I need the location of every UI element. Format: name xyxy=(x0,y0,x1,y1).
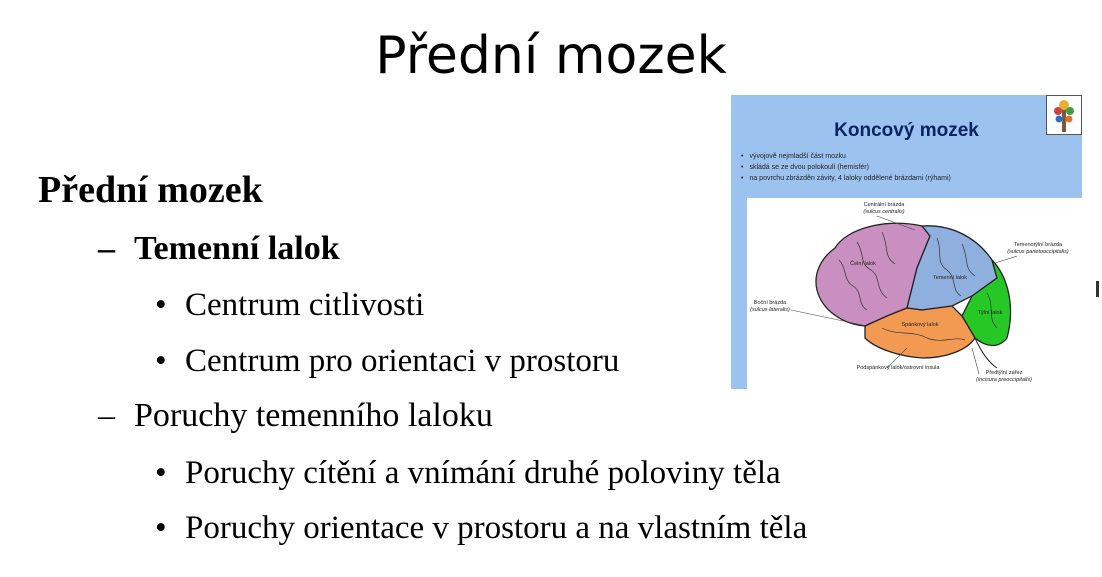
bullet-marker: • xyxy=(155,510,167,546)
list-item xyxy=(155,510,807,547)
brain-slide-thumbnail xyxy=(731,95,1082,389)
label-preoccipital: Předtýlní zářez (incisura preoccipitalis) xyxy=(976,370,1032,383)
subheading-temenni-lalok xyxy=(98,230,340,268)
slide-title: Přední mozek xyxy=(375,26,727,86)
inset-bullet: • na povrchu zbrázděn závity, 4 laloky oddělené brázdami (rýhami) xyxy=(741,173,951,184)
bullet-marker: • xyxy=(155,455,167,491)
list-item xyxy=(155,455,781,492)
label-occipital: Týlní lalok xyxy=(977,310,1003,316)
slide-edge-mark xyxy=(1096,281,1099,297)
label-insula: Podspánkový lalok/ostrovní insula xyxy=(856,365,940,371)
list-item-text: Poruchy orientace v prostoru a na vlastním těla xyxy=(185,510,808,546)
label-temporal: Spánkový lalok xyxy=(901,322,939,328)
inset-bullet-list xyxy=(741,151,951,184)
brain-diagram xyxy=(747,198,1082,389)
brain-diagram-panel xyxy=(747,198,1082,389)
dash-marker: – xyxy=(98,230,115,267)
list-item xyxy=(155,287,424,324)
label-lateral: Boční brázda (sulcus lateralis) xyxy=(750,300,790,313)
inset-title: Koncový mozek xyxy=(834,120,979,141)
bullet-marker: • xyxy=(155,343,167,379)
list-item xyxy=(155,343,619,380)
list-item-text: Centrum citlivosti xyxy=(185,287,425,323)
bullet-marker: • xyxy=(155,287,167,323)
label-frontal: Čelní lalok xyxy=(850,261,876,267)
list-item-text: Centrum pro orientaci v prostoru xyxy=(185,343,620,379)
inset-bullet: • vývojově nejmladší část mozku xyxy=(741,151,951,162)
heading-level1: Přední mozek xyxy=(38,169,263,211)
subheading-poruchy xyxy=(98,397,493,435)
label-parietal: Temenní lalok xyxy=(933,275,967,281)
subheading-label: Temenní lalok xyxy=(134,230,340,267)
inset-bullet: • skládá se ze dvou polokoulí (hemisfér) xyxy=(741,162,951,173)
subheading-label: Poruchy temenního laloku xyxy=(134,397,493,434)
label-parieto: Temenotýlní brázda (sulcus parietooccipitalis) xyxy=(1007,242,1069,255)
list-item-text: Poruchy cítění a vnímání druhé poloviny těla xyxy=(185,455,781,491)
dash-marker: – xyxy=(98,397,115,434)
label-central: Centrální brázda (sulcus centralis) xyxy=(863,202,905,215)
